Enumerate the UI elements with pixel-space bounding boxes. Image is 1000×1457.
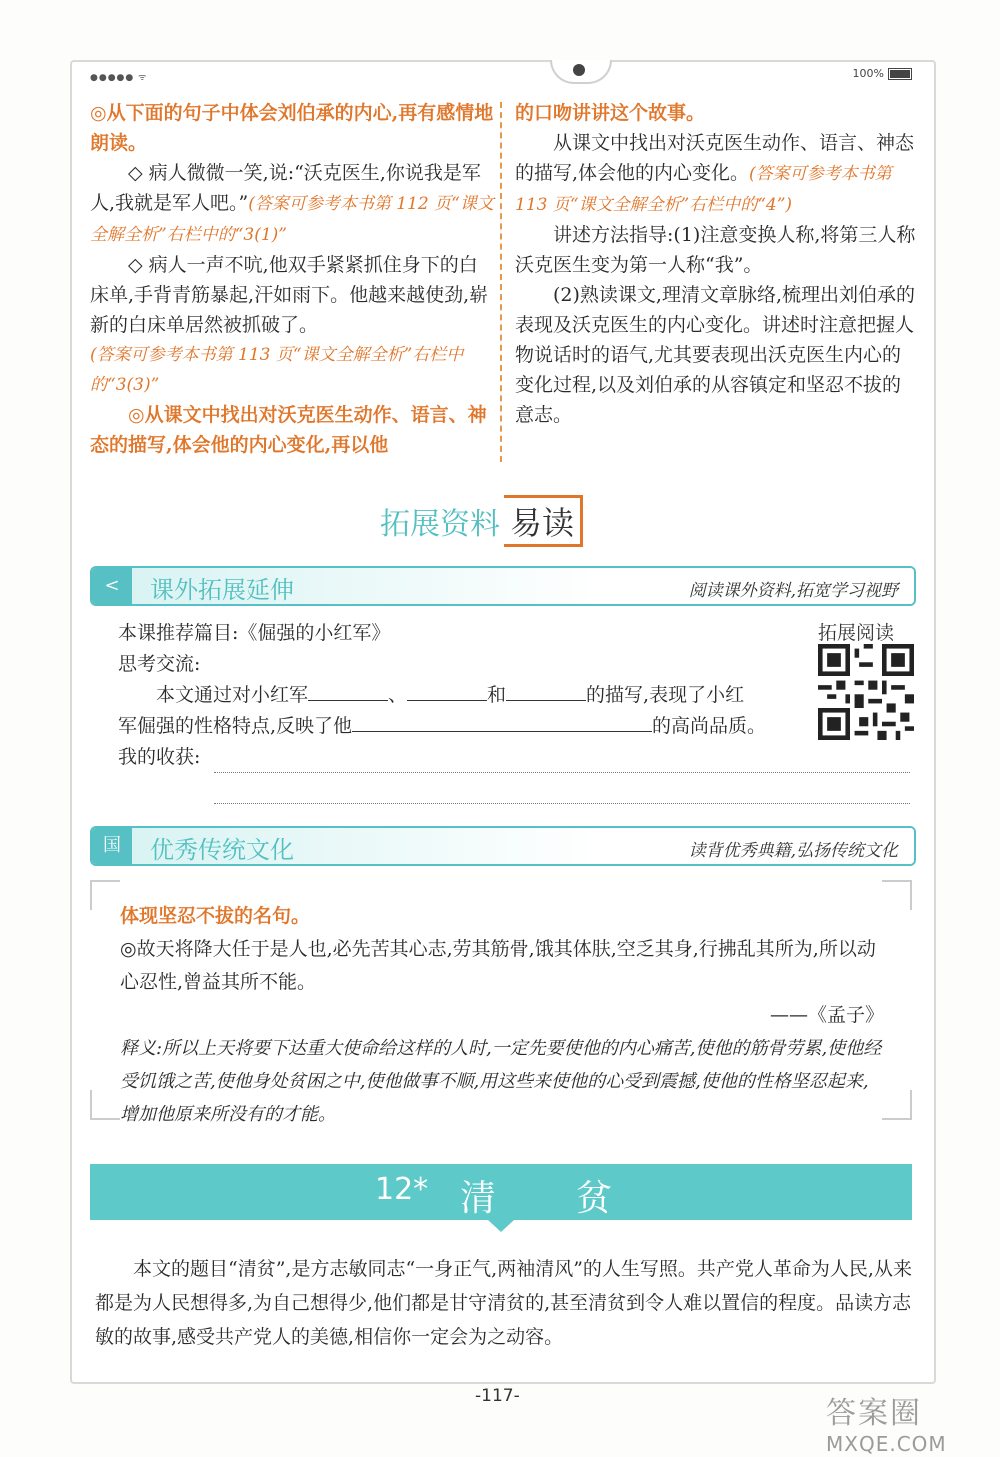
corner-ornament [90,880,120,910]
blank-2[interactable] [407,680,487,701]
right-paragraph-3: (2)熟读课文,理清文章脉络,梳理出刘伯承的表现及沃克医生的内心变化。讲述时注意把握人物说话时的语气,尤其要表现出沃克医生内心的变化过程,以及刘伯承的从容镇定和坚忍不拔的意志。 [515,284,915,426]
corner-ornament [882,1090,912,1120]
fill-line-2 [118,711,818,742]
classic-quote: ◎故天将降大任于是人也,必先苦其心志,劳其筋骨,饿其体肤,空乏其身,行拂乱其所为,所以动心忍性,曾益其所不能。 [120,938,876,993]
fill-line-1-text-a: 本文通过对小红军 [156,684,309,706]
fill-line-1-text-c: 和 [487,684,507,706]
right-paragraph-1-text: 从课文中找出对沃克医生动作、语言、神态的描写,体会他的内心变化。 [515,132,915,184]
camera-notch [550,60,612,84]
blank-1[interactable] [308,680,388,701]
culture-heading: 体现坚忍不拔的名句。 [120,905,311,927]
think-discuss-label: 思考交流: [118,653,201,675]
battery-icon [888,68,912,80]
section-title-part1: 拓展资料 [380,507,500,542]
extension-body [118,618,818,804]
culture-banner-subtitle: 读背优秀典籍,弘扬传统文化 [688,841,898,861]
sentence-2-answer: (答案可参考本书第 113 页“课文全解全析”右栏中的“3(3)” [90,345,464,395]
sentence-1-answer: (答案可参考本书第 112 页“课文全解全析”右栏中的“3(1)” [90,194,494,245]
harvest-line-2[interactable] [214,773,910,804]
corner-ornament [90,1090,120,1120]
quote-source: ——《孟子》 [769,1004,884,1026]
fill-line-2-text-a: 军倔强的性格特点,反映了他 [118,715,353,737]
sentence-2: ◇ 病人一声不吭,他双手紧紧抓住身下的白床单,手背青筋暴起,汗如雨下。他越来越使劲,崭新的白床单居然被抓破了。 [90,254,489,336]
page-number: -117- [475,1386,520,1406]
status-bar [72,62,930,86]
two-column-section [90,98,915,468]
question-2-head: ◎从课文中找出对沃克医生动作、语言、神态的描写,体会他的内心变化,再以他 [90,404,487,456]
signal-icon: ●●●●● ᯤ [90,73,148,83]
culture-banner-title: 优秀传统文化 [150,836,294,864]
left-column [90,98,495,460]
culture-box [90,880,912,1125]
section-title-part2: 易读 [504,495,583,547]
battery-percent: 100% [852,67,884,80]
fill-line-1-text-b: 、 [388,684,408,706]
sentence-1 [90,158,495,250]
share-icon: < [92,568,132,604]
right-paragraph-2: 讲述方法指导:(1)注意变换人称,将第三人称沃克医生变为第一人称“我”。 [515,224,916,276]
watermark-bottom: MXQE.COM [826,1432,947,1456]
fill-line-1-text-d: 的描写,表现了小红 [586,684,745,706]
extension-banner-title: 课外拓展延伸 [150,576,294,604]
lesson-number: 12* [375,1172,429,1207]
column-divider [500,102,502,462]
question-1-head: ◎从下面的句子中体会刘伯承的内心,再有感情地朗读。 [90,102,494,154]
section-title [380,495,583,541]
corner-ornament [882,880,912,910]
culture-banner [90,826,916,866]
harvest-row [118,742,818,773]
guo-icon: 国 [92,828,132,864]
qr-label: 拓展阅读 [818,622,895,644]
harvest-line-1[interactable] [214,742,910,773]
lesson-intro: 本文的题目“清贫”,是方志敏同志“一身正气,两袖清风”的人生写照。共产党人革命为人民,从来都是为人民想得多,为自己想得少,他们都是甘守清贫的,甚至清贫到令人难以置信的程度。品读方志敏的故事,感受共产党人的美德,相信你一定会为之动容。 [95,1258,912,1348]
watermark-top: 答案圈 [826,1396,922,1431]
watermark-logo [826,1388,976,1456]
camera-icon [573,64,585,76]
harvest-label: 我的收获: [118,746,201,768]
battery-indicator [853,67,912,80]
extension-banner [90,566,916,606]
pointer-triangle [488,1220,514,1232]
fill-line-2-text-b: 的高尚品质。 [652,715,767,737]
right-paragraph-1 [515,128,920,220]
right-paragraph-1-answer: (答案可参考本书第 113 页“课文全解全析”右栏中的“4”) [515,164,892,215]
quote-explanation: 释义:所以上天将要下达重大使命给这样的人时,一定先要使他的内心痛苦,使他的筋骨劳累,使他经受饥饿之苦,使他身处贫困之中,使他做事不顺,用这些来使他的心受到震撼,使他的性格坚忍起来,增加他原来所没有的才能。 [120,1038,882,1125]
fill-line-1 [118,680,818,711]
question-2-continued: 的口吻讲讲这个故事。 [515,102,706,124]
blank-3[interactable] [506,680,586,701]
culture-body [120,900,884,1131]
recommended-reading: 本课推荐篇目:《倔强的小红军》 [118,622,391,644]
blank-4[interactable] [352,711,652,732]
lesson-title: 清贫 [460,1178,693,1219]
lesson-header [90,1164,912,1220]
sentence-1-text: ◇ 病人微微一笑,说:“沃克医生,你说我是军人,我就是军人吧。” [90,162,481,214]
qr-code-icon[interactable] [818,644,914,740]
extension-banner-subtitle: 阅读课外资料,拓宽学习视野 [688,581,898,601]
right-column [515,98,920,430]
